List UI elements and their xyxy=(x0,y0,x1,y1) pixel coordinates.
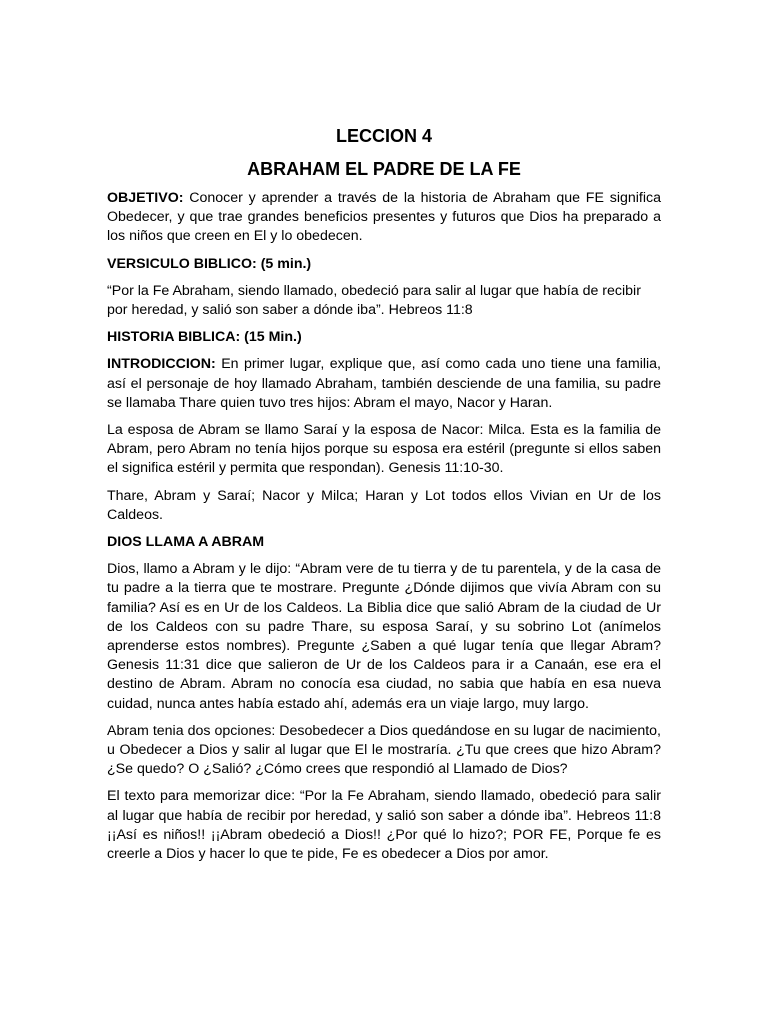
introduccion-paragraph xyxy=(107,355,661,413)
versiculo-text: “Por la Fe Abraham, siendo llamado, obedeció para salir al lugar que había de recibir por heredad, y salió son saber a dónde iba”. Hebreos 11:8 xyxy=(107,282,641,319)
document-page xyxy=(107,124,661,872)
thare-paragraph: Thare, Abram y Saraí; Nacor y Milca; Haran y Lot todos ellos Vivian en Ur de los Caldeos. xyxy=(107,487,661,523)
opciones-paragraph: Abram tenia dos opciones: Desobedecer a Dios quedándose en su lugar de nacimiento, u Obedecer a Dios y salir al lugar que El le mostraría. ¿Tu que crees que hizo Abram? ¿Se quedo? O ¿Salió? ¿Cómo crees que respondió al Llamado de Dios? xyxy=(107,722,661,778)
texto-memorizar-paragraph: El texto para memorizar dice: “Por la Fe Abraham, siendo llamado, obedeció para salir al lugar que había de recibir por heredad, y salió son saber a dónde iba”. Hebreos 11:8 ¡¡Así es niños!! ¡¡Abram obedeció a Dios!! ¿Por qué lo hizo?; POR FE, Porque fe es creerle a Dios y hacer lo que te pide, Fe es obedecer a Dios por amor. xyxy=(107,788,661,863)
dios-llama-paragraph: Dios, llamo a Abram y le dijo: “Abram vere de tu tierra y de tu parentela, y de la casa de tu padre a la tierra que te mostrare. Pregunte ¿Dónde dijimos que vivía Abram con su familia? Así es en Ur de los Caldeos. La Biblia dice que salió Abram de la ciudad de Ur de los Caldeos con su padre Thare, su esposa Saraí, y su sobrino Lot (anímelos aprenderse estos nombres). Pregunte ¿Saben a qué lugar tenía que llegar Abram? Genesis 11:31 dice que salieron de Ur de los Caldeos para ir a Canaán, ese era el destino de Abram. Abram no conocía esa ciudad, no sabia que había en esa nueva cuidad, nunca antes había estado ahí, además era un viaje largo, muy largo. xyxy=(107,561,661,712)
lesson-title: LECCION 4 xyxy=(335,126,432,146)
objetivo-paragraph xyxy=(107,189,661,247)
lesson-subtitle: ABRAHAM EL PADRE DE LA FE xyxy=(247,159,521,179)
introduccion-label: INTRODICCION: xyxy=(107,356,216,373)
dios-llama-heading: DIOS LLAMA A ABRAM xyxy=(107,534,265,551)
objetivo-label: OBJETIVO: xyxy=(107,190,184,206)
versiculo-heading: VERSICULO BIBLICO: (5 min.) xyxy=(107,255,312,272)
introduccion-text: En primer lugar, explique que, así como cada uno tiene una familia, así el personaje de hoy llamado Abraham, también desciende de una familia, su padre se llamaba Thare quien tuvo tres hijos: Abram el mayo, Nacor y Haran. xyxy=(107,356,661,411)
historia-heading: HISTORIA BIBLICA: (15 Min.) xyxy=(107,329,302,346)
objetivo-text: Conocer y aprender a través de la historia de Abraham que FE significa Obedecer, y que trae grandes beneficios presentes y futuros que Dios ha preparado a los niños que creen en El y lo obedecen. xyxy=(107,190,661,245)
esposa-paragraph: La esposa de Abram se llamo Saraí y la esposa de Nacor: Milca. Esta es la familia de Abram, pero Abram no tenía hijos porque su esposa era estéril (pregunte si ellos saben el significa estéril y permita que respondan). Genesis 11:10-30. xyxy=(107,422,661,477)
